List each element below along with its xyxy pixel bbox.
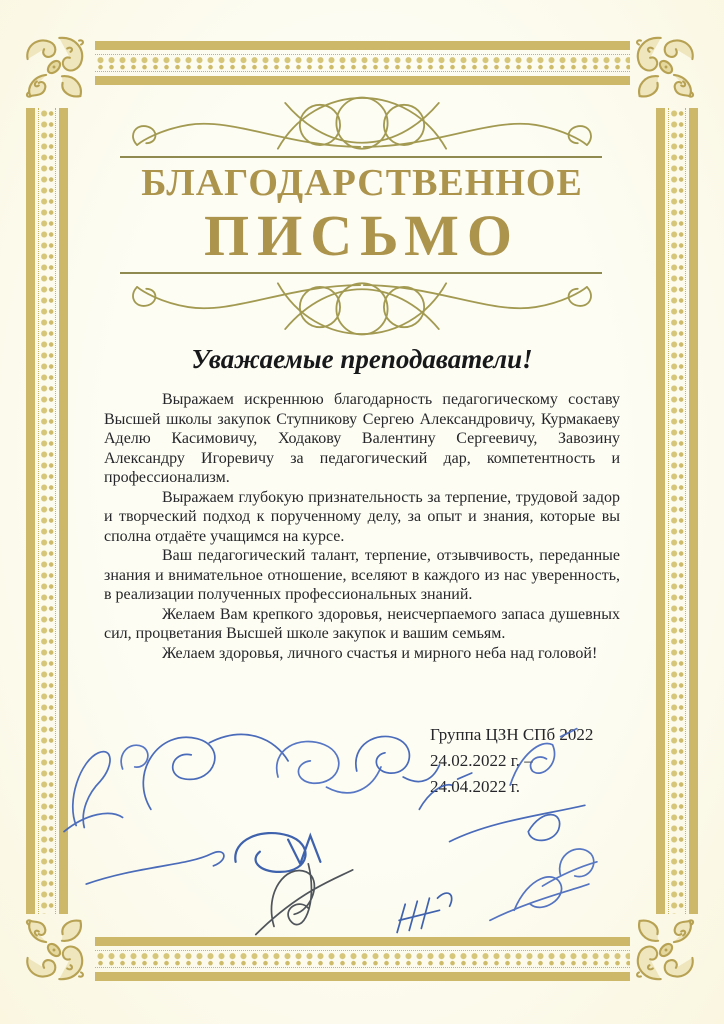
signoff-period-end: 24.04.2022 г. bbox=[430, 777, 521, 796]
paragraph: Желаем здоровья, личного счастья и мирного неба над головой! bbox=[162, 644, 598, 662]
flourish-divider-icon bbox=[122, 276, 602, 340]
signatures-ink bbox=[58, 712, 603, 940]
paragraph: Выражаем искреннюю благодарность педагогическому составу Высшей школы закупок Ступникову Сергею Александровичу, Курмакаеву Аделю Касимовичу, Ходакову Валентину Сергеевичу, Завозину Александру Игоревичу за педагогический дар, компетентность и профессионализм. bbox=[104, 391, 620, 486]
border-band-bottom bbox=[95, 937, 630, 979]
salutation: Уважаемые преподаватели! bbox=[191, 344, 533, 374]
title-rule-top bbox=[120, 156, 602, 158]
signoff-period-start: 24.02.2022 г. – bbox=[430, 751, 533, 770]
paragraph: Выражаем глубокую признательность за терпение, трудовой задор и творческий подход к порученному делу, за опыт и знания, которые вы сполна отдаёте учащимся на курсе. bbox=[104, 488, 620, 545]
border-strip bbox=[95, 41, 630, 50]
flourish-divider-icon bbox=[122, 92, 602, 156]
page-title-line2: ПИСЬМО bbox=[204, 203, 520, 268]
corner-ornament-icon bbox=[21, 34, 87, 100]
letter-body bbox=[104, 390, 620, 663]
border-band-top bbox=[95, 41, 630, 83]
border-ornament-strip bbox=[95, 950, 630, 968]
page-title-line1: БЛАГОДАРСТВЕННОЕ bbox=[141, 162, 583, 204]
paragraph: Желаем Вам крепкого здоровья, неисчерпаемого запаса душевных сил, процветания Высшей школе закупок и вашим семьям. bbox=[104, 605, 620, 642]
paragraph: Ваш педагогический талант, терпение, отзывчивость, переданные знания и внимательное отношение, вселяют в каждого из нас уверенность, в реализации полученных профессиональных знаний. bbox=[104, 547, 620, 603]
border-strip bbox=[95, 972, 630, 981]
border-ornament-strip bbox=[95, 54, 630, 72]
title-rule-bottom bbox=[120, 272, 602, 274]
corner-ornament-icon bbox=[633, 34, 699, 100]
corner-ornament-icon bbox=[633, 917, 699, 983]
signature-strokes bbox=[64, 729, 597, 935]
signoff-group: Группа ЦЗН СПб 2022 bbox=[430, 725, 594, 744]
border-strip bbox=[95, 76, 630, 85]
